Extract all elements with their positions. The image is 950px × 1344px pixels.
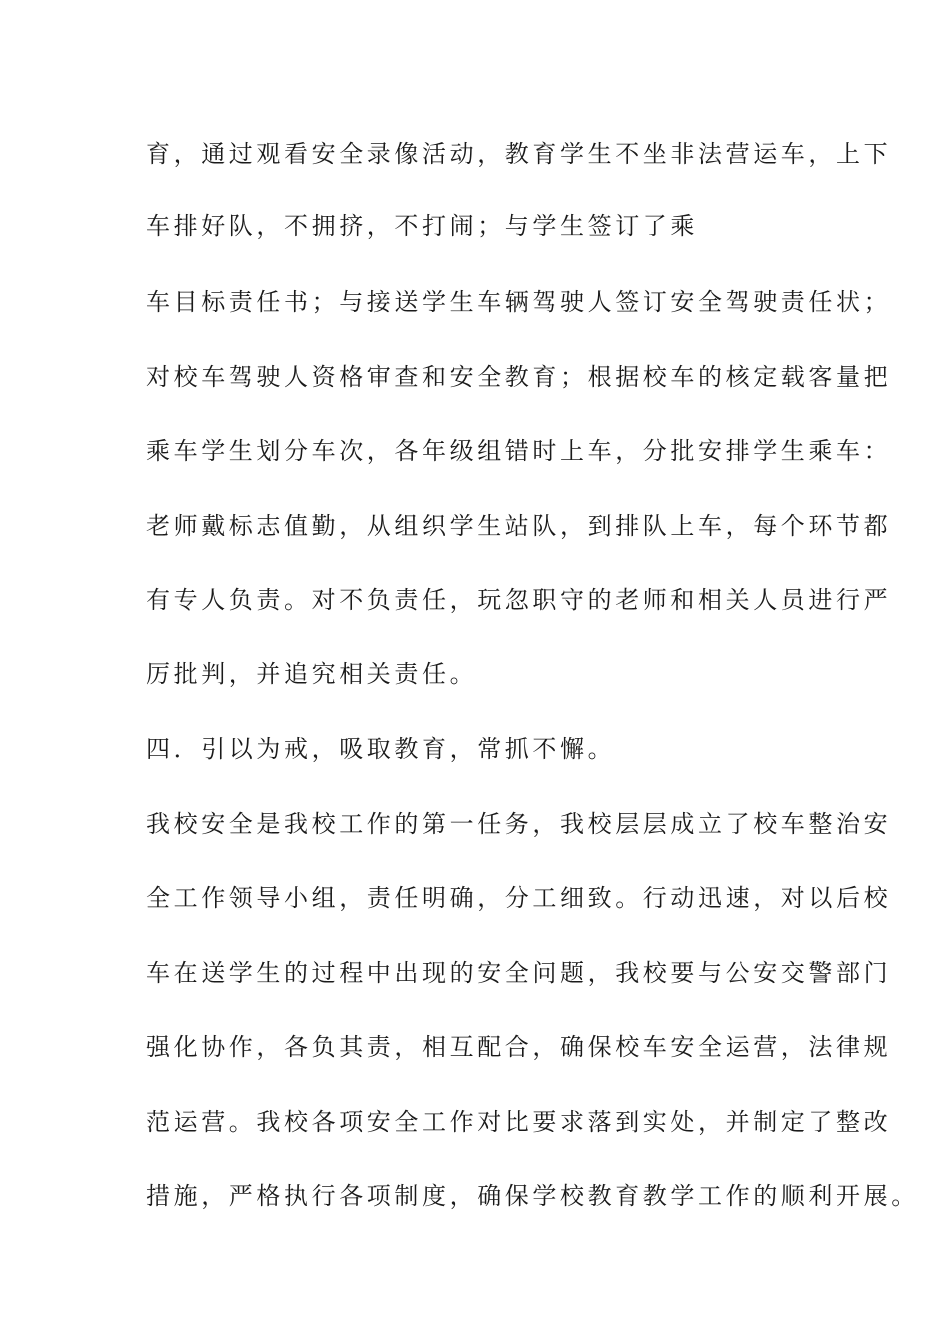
text-line-12: 车在送学生的过程中出现的安全问题，我校要与公安交警部门 bbox=[146, 959, 892, 987]
text-line-8: 厉批判，并追究相关责任。 bbox=[146, 660, 478, 688]
text-line-7: 有专人负责。对不负责任，玩忽职守的老师和相关人员进行严 bbox=[146, 586, 892, 614]
text-line-15: 措施，严格执行各项制度，确保学校教育教学工作的顺利开展。 bbox=[146, 1182, 919, 1210]
text-line-3: 车目标责任书；与接送学生车辆驾驶人签订安全驾驶责任状； bbox=[146, 288, 892, 316]
text-line-4: 对校车驾驶人资格审查和安全教育；根据校车的核定载客量把 bbox=[146, 363, 892, 391]
text-line-11: 全工作领导小组，责任明确，分工细致。行动迅速，对以后校 bbox=[146, 884, 892, 912]
text-line-1: 育，通过观看安全录像活动，教育学生不坐非法营运车，上下 bbox=[146, 140, 892, 168]
text-line-5: 乘车学生划分车次，各年级组错时上车，分批安排学生乘车： bbox=[146, 437, 892, 465]
text-line-14: 范运营。我校各项安全工作对比要求落到实处，并制定了整改 bbox=[146, 1108, 892, 1136]
section-heading: 四．引以为戒，吸取教育，常抓不懈。 bbox=[146, 735, 616, 763]
text-line-6: 老师戴标志值勤，从组织学生站队，到排队上车，每个环节都 bbox=[146, 512, 892, 540]
text-line-13: 强化协作，各负其责，相互配合，确保校车安全运营，法律规 bbox=[146, 1033, 892, 1061]
text-line-2: 车排好队，不拥挤，不打闹；与学生签订了乘 bbox=[146, 212, 698, 240]
text-line-10: 我校安全是我校工作的第一任务，我校层层成立了校车整治安 bbox=[146, 810, 892, 838]
